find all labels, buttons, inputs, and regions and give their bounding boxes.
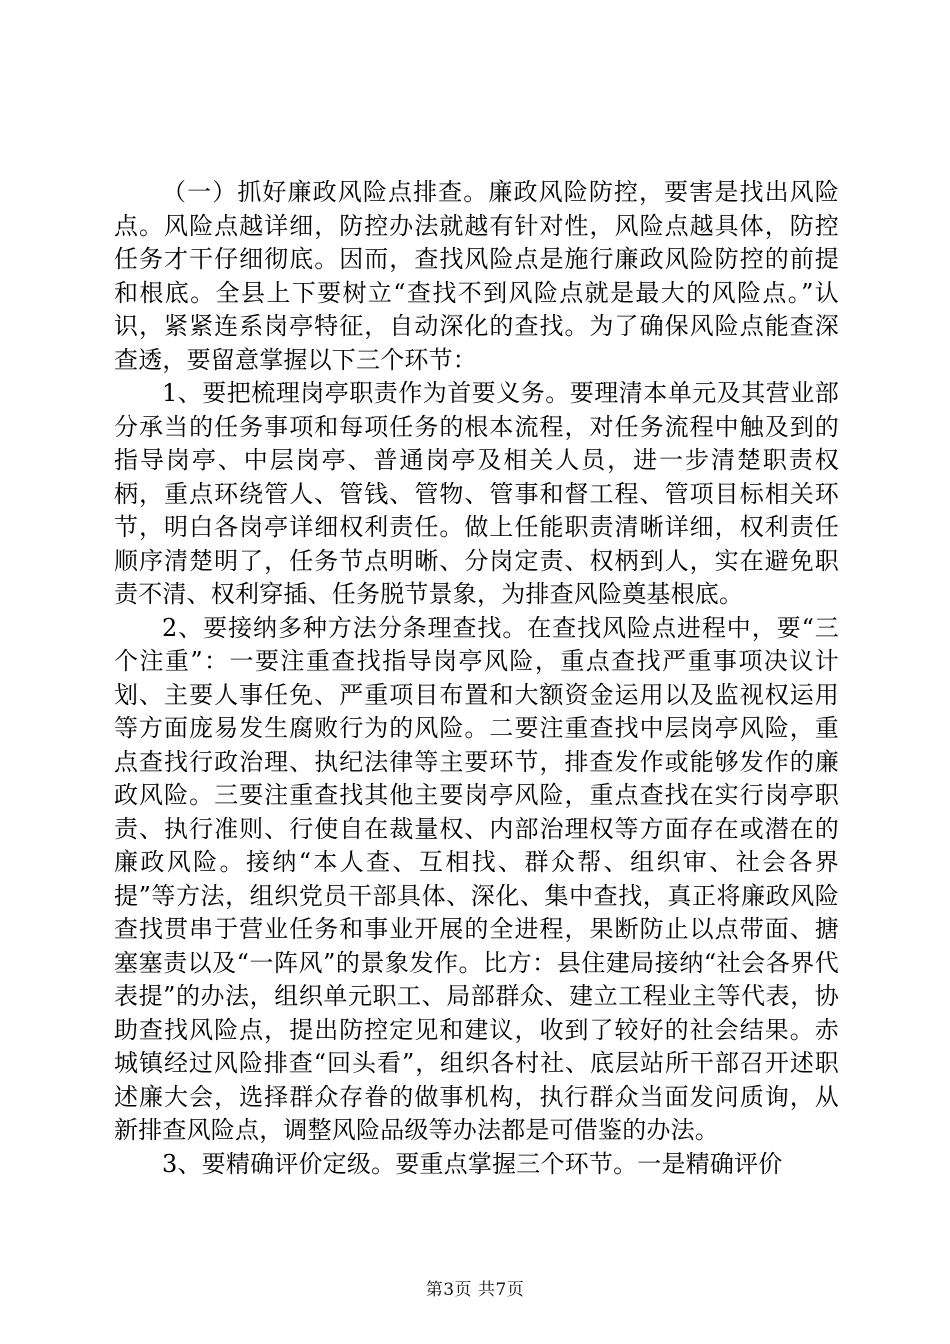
paragraph-item-1: 1、要把梳理岗亭职责作为首要义务。要理清本单元及其营业部分承当的任务事项和每项任务的根本流程，对任务流程中触及到的指导岗亭、中层岗亭、普通岗亭及相关人员，进一步清楚职责权柄，重点环绕管人、管钱、管物、管事和督工程、管项目标相关环节，明白各岗亭详细权利责任。做上任能职责清晰详细，权利责任顺序清楚明了，任务节点明晰、分岗定责、权柄到人，实在避免职责不清、权利穿插、任务脱节景象，为排查风险奠基根底。 (114, 379, 839, 608)
paragraph-item-3: 3、要精确评价定级。要重点掌握三个环节。一是精确评价 (162, 1149, 783, 1178)
paragraph-intro: （一）抓好廉政风险点排查。廉政风险防控，要害是找出风险点。风险点越详细，防控办法就越有针对性，风险点越具体，防控任务才干仔细彻底。因而，查找风险点是施行廉政风险防控的前提和根底。全县上下要树立“查找不到风险点就是最大的风险点。”认识，紧紧连系岗亭特征，自动深化的查找。为了确保风险点能查深查透，要留意掌握以下三个环节： (114, 178, 839, 374)
page-footer (0, 1275, 950, 1300)
body-text (114, 176, 839, 1181)
page-number-label: 第3页 共7页 (425, 1280, 525, 1300)
paragraph-item-2: 2、要接纳多种方法分条理查找。在查找风险点进程中，要“三个注重”：一要注重查找指导岗亭风险，重点查找严重事项决议计划、主要人事任免、严重项目布置和大额资金运用以及监视权运用等方面庞易发生腐败行为的风险。二要注重查找中层岗亭风险，重点查找行政治理、执纪法律等主要环节，排查发作或能够发作的廉政风险。三要注重查找其他主要岗亭风险，重点查找在实行岗亭职责、执行准则、行使自在裁量权、内部治理权等方面存在或潜在的廉政风险。接纳“本人查、互相找、群众帮、组织审、社会各界提”等方法，组织党员干部具体、深化、集中查找，真正将廉政风险查找贯串于营业任务和事业开展的全进程，果断防止以点带面、搪塞塞责以及“一阵风”的景象发作。比方：县住建局接纳“社会各界代表提”的办法，组织单元职工、局部群众、建立工程业主等代表，协助查找风险点，提出防控定见和建议，收到了较好的社会结果。赤城镇经过风险排查“回头看”，组织各村社、底层站所干部召开述职述廉大会，选择群众存眷的做事机构，执行群众当面发问质询，从新排查风险点，调整风险品级等办法都是可借鉴的办法。 (114, 613, 839, 1144)
